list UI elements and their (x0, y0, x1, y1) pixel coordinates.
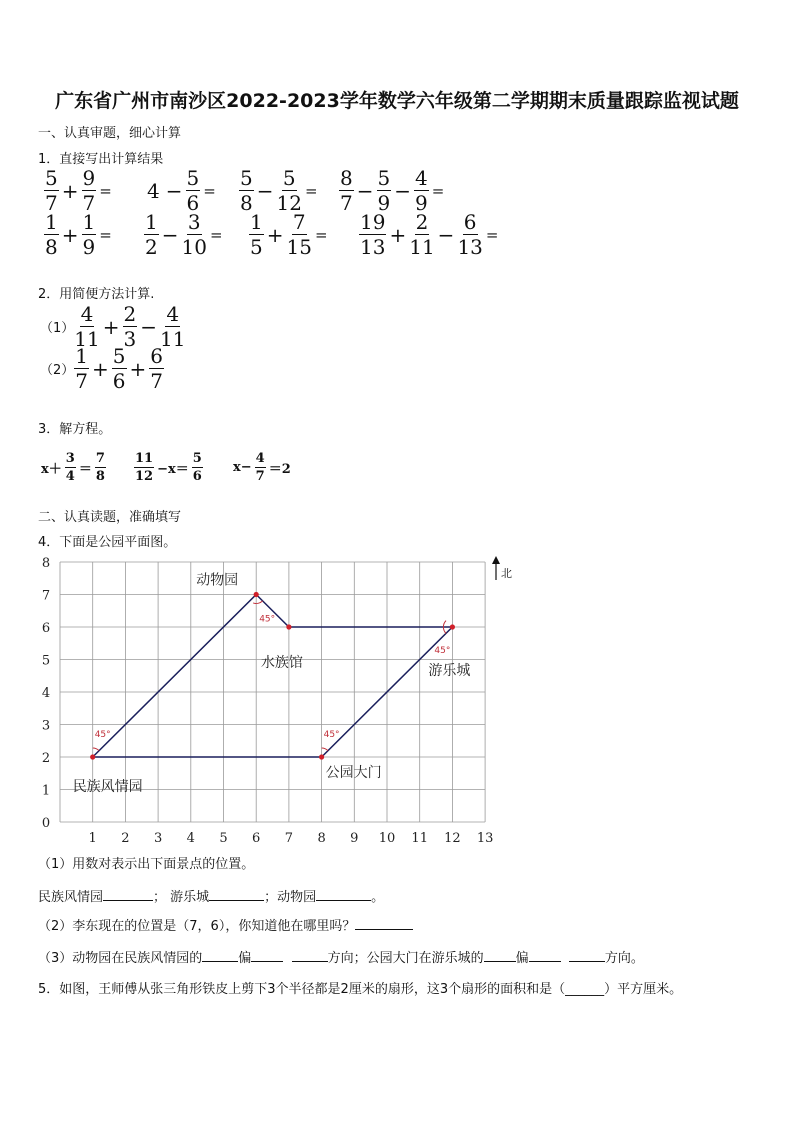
numerator: 5 (186, 166, 200, 190)
equals-sign: = (431, 181, 445, 200)
denominator: 12 (135, 469, 154, 484)
fraction (249, 212, 264, 257)
denominator: 9 (377, 191, 391, 215)
y-tick-label: 2 (41, 751, 51, 766)
fraction (192, 452, 203, 483)
angle-label: 45° (434, 646, 451, 656)
numerator: 1 (250, 210, 263, 234)
denominator: 13 (360, 235, 386, 259)
answer-blank[interactable] (529, 961, 561, 962)
equals-sign: = (99, 181, 112, 200)
numerator: 5 (45, 166, 58, 190)
math-operator: + (61, 178, 79, 203)
item-number: （1） (40, 321, 75, 336)
fraction (186, 168, 201, 213)
denominator: 7 (82, 191, 96, 215)
denominator: 10 (181, 235, 207, 259)
math-operator: − (356, 178, 374, 203)
math-operator: + (92, 356, 109, 381)
numerator: 1 (75, 344, 89, 368)
equals-sign: = (314, 225, 328, 244)
answer-blank[interactable] (355, 929, 413, 930)
fraction (409, 212, 434, 257)
denominator: 7 (340, 191, 353, 215)
math-operator: − (437, 222, 455, 247)
fraction (112, 346, 127, 391)
numerator: 1 (82, 210, 96, 234)
denominator: 9 (82, 235, 96, 259)
numerator: 1 (145, 210, 158, 234)
x-tick-label: 5 (219, 831, 228, 846)
angle-label: 45° (323, 730, 340, 740)
denominator: 13 (457, 235, 483, 259)
fraction (95, 452, 106, 483)
x-tick-label: 7 (284, 831, 294, 846)
fraction (414, 168, 429, 213)
math-expression (359, 212, 501, 257)
x-tick-label: 9 (350, 831, 359, 846)
fraction (44, 212, 59, 257)
fraction (457, 212, 482, 257)
angle-arc (253, 601, 262, 604)
fraction (359, 212, 386, 257)
fraction (377, 168, 392, 213)
numerator: 6 (150, 344, 164, 368)
question-4-sub-1-blanks: 民族风情园 ； 游乐城 ；动物园 。 (38, 890, 385, 905)
numerator: 11 (135, 451, 154, 466)
math-operator: x＋ (41, 462, 62, 477)
fraction (82, 168, 97, 213)
numerator: 5 (192, 451, 202, 466)
denominator: 8 (240, 191, 253, 215)
answer-blank[interactable] (209, 900, 264, 901)
numerator: 4 (415, 166, 428, 190)
denominator: 7 (45, 191, 58, 215)
numerator: 4 (255, 451, 265, 466)
denominator: 9 (415, 191, 428, 215)
y-tick-label: 0 (41, 816, 51, 831)
x-tick-label: 4 (186, 831, 195, 846)
angle-arc (93, 748, 99, 751)
place-label: 公园大门 (325, 765, 382, 781)
math-operator: + (266, 222, 284, 247)
x-tick-label: 8 (317, 831, 326, 846)
fraction (144, 212, 159, 257)
denominator: 8 (95, 469, 105, 484)
denominator: 11 (160, 327, 186, 351)
place-label: 民族风情园 (72, 779, 143, 795)
section-1-heading: 一、认真审题，细心计算 (38, 126, 182, 141)
north-label: 北 (501, 567, 512, 580)
question-4-sub-2: （2）李东现在的位置是（7，6），你知道他在哪里吗？ (38, 915, 413, 934)
answer-blank[interactable] (569, 961, 605, 962)
math-expression (74, 304, 185, 349)
answer-blank[interactable] (251, 961, 283, 962)
denominator: 6 (112, 369, 126, 393)
numerator: 2 (123, 302, 137, 326)
math-operator: ＝2 (268, 462, 291, 477)
answer-blank[interactable] (292, 961, 328, 962)
math-operator: x− (233, 460, 252, 475)
denominator: 5 (250, 235, 263, 259)
place-point (90, 754, 95, 759)
equals-sign: = (209, 225, 223, 244)
math-expression (44, 212, 115, 257)
question-5: 5．如图，王师傅从张三角形铁皮上剪下3个半径都是2厘米的扇形，这3个扇形的面积和是（______）平方厘米。 (38, 982, 683, 997)
x-tick-label: 6 (252, 831, 261, 846)
math-operator: − (165, 178, 183, 203)
math-expression (239, 168, 321, 213)
fraction (82, 212, 97, 257)
fraction (255, 452, 266, 483)
denominator: 15 (286, 235, 312, 259)
x-tick-label: 12 (444, 831, 461, 846)
y-tick-label: 5 (41, 653, 51, 669)
denominator: 11 (409, 235, 435, 259)
equals-sign: = (304, 181, 318, 200)
denominator: 6 (192, 469, 202, 484)
section-2-heading: 二、认真读题，准确填写 (38, 510, 182, 525)
angle-arc (322, 748, 328, 751)
place-label: 游乐城 (428, 663, 471, 679)
fraction (44, 168, 59, 213)
math-expression (249, 212, 331, 257)
question-4-sub-1: （1）用数对表示出下面景点的位置。 (38, 857, 255, 872)
place-point (319, 754, 324, 759)
x-tick-label: 11 (411, 831, 428, 846)
denominator: 7 (255, 469, 265, 484)
math-expression (134, 452, 203, 483)
fraction (65, 452, 76, 483)
fraction (123, 304, 138, 349)
math-operator: + (389, 222, 407, 247)
place-label: 动物园 (196, 572, 239, 589)
fraction (182, 212, 207, 257)
math-operator: − (161, 222, 179, 247)
fraction (134, 452, 154, 483)
numerator: 4 (80, 302, 94, 326)
numerator: 4 (166, 302, 180, 326)
denominator: 11 (74, 327, 100, 351)
denominator: 3 (123, 327, 137, 351)
math-expression (144, 212, 226, 257)
fraction (74, 346, 89, 391)
denominator: 4 (65, 469, 75, 484)
fraction (149, 346, 164, 391)
numerator: 8 (340, 166, 353, 190)
x-tick-label: 1 (88, 831, 97, 846)
place-point (254, 592, 259, 597)
equals-sign: = (99, 225, 112, 244)
numerator: 5 (282, 166, 296, 190)
fraction (339, 168, 354, 213)
denominator: 12 (276, 191, 302, 215)
math-operator: −x＝ (157, 462, 189, 477)
angle-label: 45° (94, 730, 111, 740)
question-4-label: 4．下面是公园平面图。 (38, 535, 177, 550)
item-number: （2） (40, 363, 75, 378)
answer-blank[interactable] (202, 961, 238, 962)
denominator: 6 (186, 191, 200, 215)
question-2-label: 2．用简便方法计算. (38, 287, 155, 302)
numerator: 2 (415, 210, 429, 234)
math-operator: − (256, 178, 274, 203)
numerator: 3 (65, 451, 75, 466)
answer-blank[interactable] (103, 900, 153, 901)
numerator: 3 (187, 210, 201, 234)
equals-sign: = (485, 225, 499, 244)
numerator: 6 (463, 210, 477, 234)
denominator: 7 (75, 369, 89, 393)
denominator: 8 (45, 235, 58, 259)
math-expression (144, 168, 219, 213)
math-operator: − (140, 314, 157, 339)
fraction (239, 168, 254, 213)
numerator: 5 (112, 344, 126, 368)
y-tick-label: 6 (41, 621, 51, 636)
numerator: 1 (45, 210, 58, 234)
fraction (160, 304, 185, 349)
north-arrow-icon (492, 556, 500, 564)
answer-blank[interactable] (484, 961, 516, 962)
math-expression (74, 346, 164, 391)
x-tick-label: 2 (121, 831, 130, 846)
y-tick-label: 8 (41, 556, 51, 571)
numerator: 5 (377, 166, 391, 190)
denominator: 7 (150, 369, 164, 393)
math-operator: ＝ (78, 462, 92, 477)
math-operator: + (61, 222, 79, 247)
answer-blank[interactable] (316, 900, 371, 901)
math-operator: − (394, 178, 411, 203)
math-operator: + (129, 356, 147, 381)
numerator: 5 (240, 166, 253, 190)
numerator: 7 (95, 451, 105, 466)
equals-sign: = (203, 181, 216, 200)
y-tick-label: 3 (41, 718, 51, 734)
numerator: 9 (82, 166, 96, 190)
x-tick-label: 13 (476, 831, 494, 846)
place-point (450, 624, 455, 629)
numerator: 19 (360, 210, 386, 234)
fraction (74, 304, 99, 349)
math-operator: 4 (147, 178, 160, 203)
y-tick-label: 1 (41, 783, 51, 799)
angle-label: 45° (259, 614, 276, 625)
place-label: 水族馆 (260, 655, 303, 671)
math-expression (230, 452, 294, 483)
x-tick-label: 10 (378, 831, 396, 846)
y-tick-label: 7 (41, 588, 51, 604)
x-tick-label: 3 (153, 831, 163, 846)
math-expression (38, 452, 106, 483)
question-1-label: 1．直接写出计算结果 (38, 152, 164, 167)
question-4-sub-3: （3）动物园在民族风情园的 偏 方向；公园大门在游乐城的 偏 方向。 (38, 951, 644, 966)
math-operator: + (102, 314, 120, 339)
fraction (277, 168, 302, 213)
park-map (30, 552, 520, 848)
place-point (286, 624, 291, 629)
numerator: 7 (292, 210, 306, 234)
math-expression (44, 168, 115, 213)
denominator: 2 (145, 235, 158, 259)
page-title: 广东省广州市南沙区2022-2023学年数学六年级第二学期期末质量跟踪监视试题 (55, 90, 739, 112)
y-tick-label: 4 (41, 686, 51, 701)
question-3-label: 3．解方程。 (38, 422, 112, 437)
math-expression (339, 168, 447, 213)
fraction (287, 212, 312, 257)
